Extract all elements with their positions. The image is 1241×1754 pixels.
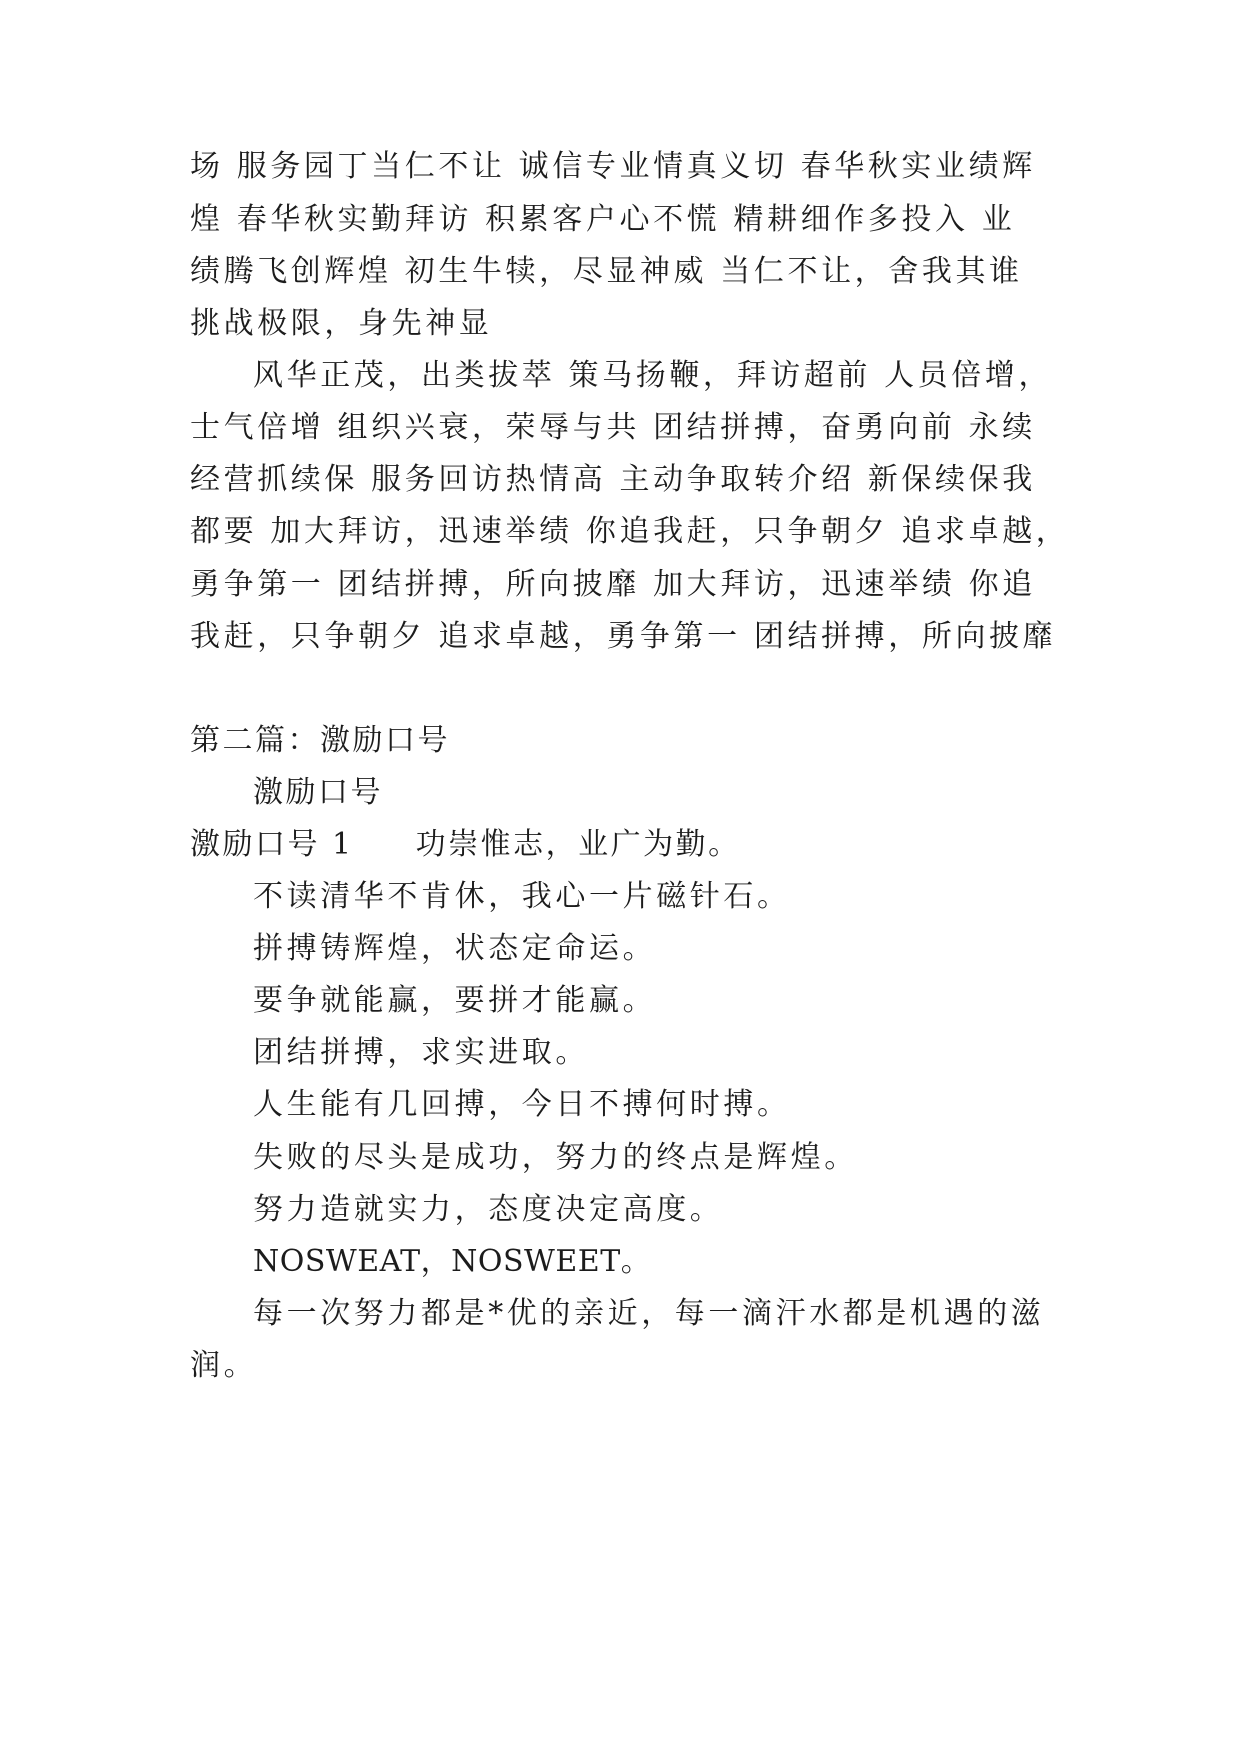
- slogan-line: 润。: [190, 1348, 258, 1383]
- paragraph-line: 经营抓续保 服务回访热情高 主动争取转介绍 新保续保我: [190, 462, 1036, 497]
- slogan-line: 团结拼搏，求实进取。: [253, 1035, 589, 1070]
- paragraph-line: 都要 加大拜访，迅速举绩 你追我赶，只争朝夕 追求卓越，: [190, 514, 1070, 549]
- slogan-line: 不读清华不肯休，我心一片磁针石。: [253, 879, 791, 914]
- slogan-line: 失败的尽头是成功，努力的终点是辉煌。: [253, 1140, 858, 1175]
- slogan-line: 努力造就实力，态度决定高度。: [253, 1192, 724, 1227]
- paragraph-line: 我赶，只争朝夕 追求卓越，勇争第一 团结拼搏，所向披靡: [190, 619, 1057, 654]
- slogan-1-label: 激励口号 1: [190, 827, 354, 862]
- slogan-line: 拼搏铸辉煌，状态定命运。: [253, 931, 657, 966]
- paragraph-line: 煌 春华秋实勤拜访 积累客户心不慌 精耕细作多投入 业: [190, 202, 1016, 237]
- chapter-title: 第二篇：激励口号: [190, 723, 450, 758]
- slogan-1: [190, 825, 741, 865]
- paragraph-line: 勇争第一 团结拼搏，所向披靡 加大拜访，迅速举绩 你追: [190, 567, 1036, 602]
- slogan-1-text: 功崇惟志，业广为勤。: [415, 827, 741, 862]
- slogan-line: 每一次努力都是*优的亲近，每一滴汗水都是机遇的滋: [253, 1296, 1045, 1331]
- paragraph-line: 士气倍增 组织兴衰，荣辱与共 团结拼搏，奋勇向前 永续: [190, 410, 1036, 445]
- paragraph-line: 场 服务园丁当仁不让 诚信专业情真义切 春华秋实业绩辉: [190, 149, 1036, 184]
- paragraph-line: 风华正茂，出类拔萃 策马扬鞭，拜访超前 人员倍增，: [253, 358, 1053, 393]
- slogan-line: 要争就能赢，要拼才能赢。: [253, 983, 657, 1018]
- paragraph-line: 绩腾飞创辉煌 初生牛犊，尽显神威 当仁不让，舍我其谁: [190, 254, 1023, 289]
- slogan-line: 人生能有几回搏，今日不搏何时搏。: [253, 1087, 791, 1122]
- slogan-line: NOSWEAT，NOSWEET。: [253, 1244, 652, 1279]
- paragraph-line: 挑战极限，身先神显: [190, 306, 493, 341]
- chapter-subtitle: 激励口号: [253, 775, 383, 810]
